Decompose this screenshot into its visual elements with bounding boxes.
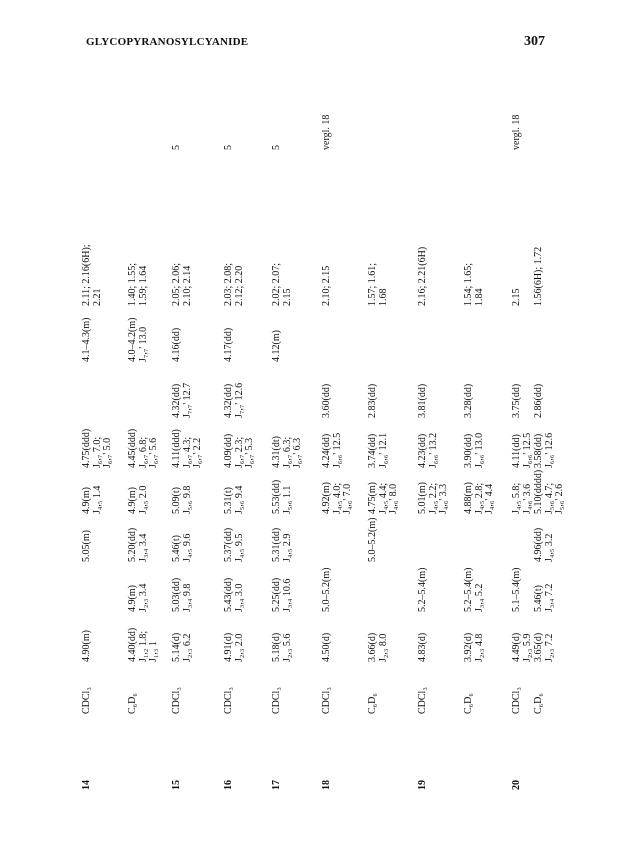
cell-solvent <box>418 687 429 714</box>
cell-h1 <box>534 633 555 662</box>
cell-h5 <box>418 433 439 468</box>
cell-line: 5.14(d) <box>171 632 182 662</box>
cell-compound <box>512 780 523 790</box>
cell-line: 4.23(dd) <box>417 433 428 468</box>
cell-h4 <box>368 482 400 514</box>
cell-solvent <box>512 687 523 714</box>
cell-line: 3.28(dd) <box>463 383 474 418</box>
cell-line: 5.18(d) <box>271 632 282 662</box>
cell-note <box>322 115 333 150</box>
cell-line: 4.75(ddd) <box>81 428 92 468</box>
cell-line: 4.31(dt) <box>271 436 282 468</box>
cell-line: 5.03(dd) <box>171 577 182 612</box>
cell-line: 3.65(d) <box>533 632 544 662</box>
cell-line: J₂,₃ 8.0 <box>377 633 389 662</box>
cell-line: CDCl₃ <box>81 687 92 714</box>
cell-line: 3.90(dd) <box>463 433 474 468</box>
cell-line: J₆,₆' 13.0 <box>473 432 485 468</box>
cell-line: 2.11; 2.16(6H); <box>81 244 92 306</box>
cell-line: J₆,₆' 12.5 <box>521 432 533 468</box>
cell-line: 4.91(d) <box>223 632 234 662</box>
nmr-data-table <box>72 100 565 790</box>
cell-line: J₄,₅ 2.8; <box>473 482 485 514</box>
cell-h6a <box>418 384 429 418</box>
cell-h3 <box>534 528 555 562</box>
cell-h1 <box>512 633 533 662</box>
cell-h1 <box>368 633 389 662</box>
cell-line: 17 <box>271 780 282 790</box>
cell-h7 <box>272 263 293 306</box>
cell-line: 5.37(dd) <box>223 527 234 562</box>
cell-line: J₆,₇' 5.6 <box>148 437 159 468</box>
cell-line: 1.40; 1.55; <box>127 262 138 306</box>
cell-h6b <box>82 318 93 362</box>
cell-line: 4.24(dd) <box>321 433 332 468</box>
cell-h7 <box>322 266 333 306</box>
cell-h7 <box>82 244 103 306</box>
cell-line: 1.59; 1.64 <box>137 265 149 306</box>
cell-h6a <box>534 384 545 418</box>
cell-line: 4.12(m) <box>271 330 282 362</box>
cell-line: 4.90(m) <box>81 630 92 662</box>
cell-line: 4.32(dd) <box>171 383 182 418</box>
cell-line: J₄,₅ 2.2; <box>427 482 439 514</box>
cell-line: C₆D₆ <box>463 693 474 714</box>
cell-line: 5 <box>223 145 234 150</box>
cell-line: 5.0–5.2(m) <box>321 567 332 612</box>
cell-h1 <box>224 633 245 662</box>
cell-line: J₂,₃ 4.8 <box>473 633 485 662</box>
cell-h6b <box>128 318 149 362</box>
cell-solvent <box>128 693 139 714</box>
cell-h7 <box>512 289 523 307</box>
cell-h4 <box>272 480 293 514</box>
cell-solvent <box>172 687 183 714</box>
cell-line: J₇,₇' 12.7 <box>181 382 193 418</box>
cell-line: J₁,₃ 1 <box>148 641 159 662</box>
cell-solvent <box>368 693 379 714</box>
cell-h7 <box>224 263 245 306</box>
cell-line: 4.83(d) <box>417 632 428 662</box>
cell-line: 5.2–5.4(m) <box>417 567 428 612</box>
cell-line: J₇,₇' 12.6 <box>233 382 245 418</box>
cell-line: CDCl₃ <box>171 687 182 714</box>
cell-line: 14 <box>81 780 92 790</box>
cell-line: 4.49(d) <box>511 632 522 662</box>
cell-line: 5 <box>171 145 182 150</box>
cell-line: J₆,₇' 5.3 <box>244 437 255 468</box>
cell-h4 <box>322 482 354 514</box>
cell-h6a <box>464 384 475 418</box>
cell-h5 <box>368 433 389 468</box>
cell-line: 5.1–5.4(m) <box>511 567 522 612</box>
cell-h5 <box>534 433 555 468</box>
cell-line: J₄,₅ 1.4 <box>91 485 103 514</box>
cell-line: 20 <box>511 780 522 790</box>
cell-line: J₃,₄ 3.4 <box>137 533 149 562</box>
cell-line: J₃,₄ 5.2 <box>473 583 485 612</box>
cell-solvent <box>82 687 93 714</box>
cell-line: 4.50(d) <box>321 632 332 662</box>
cell-h7 <box>534 247 545 306</box>
cell-h7 <box>368 263 389 306</box>
cell-line: 5.25(dd) <box>271 577 282 612</box>
cell-h6a <box>512 384 523 418</box>
cell-h3 <box>82 530 93 562</box>
cell-line: 4.0–4.2(m) <box>127 317 138 362</box>
cell-line: J₆,₇ 6.8; <box>137 436 149 468</box>
cell-line: 1.54; 1.65; <box>463 262 474 306</box>
cell-h6b <box>272 330 283 362</box>
cell-h1 <box>418 633 429 662</box>
cell-line: J₆,₇' 2.2 <box>192 437 203 468</box>
cell-line: J₄,₅ 4.0; <box>331 482 343 514</box>
cell-line: J₆,₇' 6.3 <box>292 437 303 468</box>
cell-h4 <box>224 486 245 514</box>
cell-line: 2.15 <box>281 288 293 306</box>
cell-note <box>172 145 183 150</box>
cell-line: 19 <box>417 780 428 790</box>
cell-line: J₄,₆' 3.3 <box>438 483 449 514</box>
cell-solvent <box>272 687 283 714</box>
cell-line: vergl. 18 <box>321 114 332 150</box>
cell-line: J₄,₆' 3.6 <box>521 483 533 514</box>
cell-line: 5.0–5.2(m) <box>367 517 378 562</box>
cell-line: J₄,₅ 3.2 <box>543 533 555 562</box>
cell-line: J₄,₅ 9.5 <box>233 533 245 562</box>
cell-h5 <box>82 429 114 468</box>
cell-line: 18 <box>321 780 332 790</box>
cell-line: 4.32(dd) <box>223 383 234 418</box>
cell-line: J₂,₃ 5.6 <box>281 633 293 662</box>
cell-line: 2.10; 2.15 <box>321 265 332 306</box>
cell-h5 <box>512 433 533 468</box>
cell-h2 <box>322 568 333 612</box>
cell-note <box>272 145 283 150</box>
cell-line: 5 <box>271 145 282 150</box>
cell-h6a <box>224 383 245 418</box>
cell-line: 4.9(m) <box>127 585 138 612</box>
cell-h4 <box>534 470 566 514</box>
cell-line: J₆,₇ 7.0; <box>91 436 103 468</box>
cell-compound <box>272 780 283 790</box>
cell-line: J₆,₇ 4.3; <box>181 436 193 468</box>
cell-compound <box>224 780 235 790</box>
cell-line: 1.56(6H); 1.72 <box>533 246 544 306</box>
cell-line: 3.81(dd) <box>417 383 428 418</box>
cell-line: 5.05(m) <box>81 530 92 562</box>
cell-solvent <box>322 687 333 714</box>
cell-h2 <box>512 568 523 612</box>
cell-h7 <box>418 247 429 306</box>
cell-line: J₂,₃ 6.2 <box>181 633 193 662</box>
cell-line: 2.03; 2.08; <box>223 262 234 306</box>
cell-note <box>224 145 235 150</box>
cell-line: 2.86(dd) <box>533 383 544 418</box>
cell-h5 <box>464 433 485 468</box>
cell-line: 4.16(dd) <box>171 327 182 362</box>
cell-h5 <box>322 433 343 468</box>
cell-line: J₃,₄ 3.0 <box>233 583 245 612</box>
cell-line: 4.1–4.3(m) <box>81 317 92 362</box>
cell-h1 <box>322 633 333 662</box>
cell-line: J₄,₆' 7.0 <box>342 483 353 514</box>
cell-line: C₆D₆ <box>127 693 138 714</box>
cell-line: 5.09(t) <box>171 487 182 514</box>
cell-line: 1.68 <box>377 288 389 306</box>
cell-line: J₂,₃ 7.2 <box>543 633 555 662</box>
cell-h4 <box>512 483 533 514</box>
cell-line: J₆,₇ 6.3; <box>281 436 293 468</box>
cell-line: J₆,₆' 12.6 <box>543 432 555 468</box>
cell-line: J₃,₄ 9.8 <box>181 583 193 612</box>
cell-h1 <box>172 633 193 662</box>
cell-h4 <box>82 486 103 514</box>
cell-line: J₂,₃ 3.4 <box>137 583 149 612</box>
cell-line: J₄,₆' 4.4 <box>484 483 495 514</box>
cell-line: J₃,₄ 7.2 <box>543 583 555 612</box>
cell-compound <box>82 780 93 790</box>
cell-line: 5.31(t) <box>223 487 234 514</box>
cell-line: 5.43(dd) <box>223 577 234 612</box>
cell-line: J₄,₅ 2.0 <box>137 485 149 514</box>
cell-line: J₇,₇' 13.0 <box>137 326 149 362</box>
cell-line: 3.58(dd) <box>533 433 544 468</box>
cell-line: J₁,₂ 1.8; <box>137 630 149 662</box>
cell-line: 4.96(dd) <box>533 527 544 562</box>
cell-line: 5.53(dd) <box>271 479 282 514</box>
cell-line: 3.66(d) <box>367 632 378 662</box>
cell-h6a <box>172 383 193 418</box>
cell-line: 15 <box>171 780 182 790</box>
cell-h3 <box>224 528 245 562</box>
cell-line: J₆,₇' 5.0 <box>102 437 113 468</box>
running-head: GLYCOPYRANOSYLCYANIDE <box>86 36 249 48</box>
page-number: 307 <box>524 34 545 49</box>
cell-line: 4.9(m) <box>81 487 92 514</box>
cell-h5 <box>128 429 160 468</box>
cell-line: 3.60(dd) <box>321 383 332 418</box>
cell-h5 <box>172 429 204 468</box>
cell-line: 2.12; 2.20 <box>233 265 245 306</box>
cell-line: 3.74(dd) <box>367 433 378 468</box>
cell-line: C₆D₆ <box>367 693 378 714</box>
cell-line: 5.01(m) <box>417 482 428 514</box>
cell-line: 4.88(m) <box>463 482 474 514</box>
cell-h7 <box>464 263 485 306</box>
cell-h7 <box>172 263 193 306</box>
cell-line: 2.10; 2.14 <box>181 265 193 306</box>
cell-line: 1.57; 1.61; <box>367 262 378 306</box>
cell-h4 <box>418 482 450 514</box>
cell-h2 <box>534 584 555 612</box>
cell-line: 4.17(dd) <box>223 327 234 362</box>
cell-line: J₄,₅ 5.8; <box>511 482 522 514</box>
cell-line: CDCl₃ <box>321 687 332 714</box>
cell-solvent <box>224 687 235 714</box>
cell-h5 <box>272 436 304 468</box>
cell-line: J₄,₅ 9.6 <box>181 533 193 562</box>
cell-line: 4.75(m) <box>367 482 378 514</box>
cell-h2 <box>464 568 485 612</box>
cell-h2 <box>418 568 429 612</box>
cell-h3 <box>368 518 379 562</box>
cell-h3 <box>128 528 149 562</box>
cell-compound <box>322 780 333 790</box>
cell-line: 3.75(dd) <box>511 383 522 418</box>
cell-h3 <box>172 534 193 562</box>
cell-h6b <box>224 328 235 362</box>
cell-line: CDCl₃ <box>511 687 522 714</box>
cell-line: 2.21 <box>91 288 103 306</box>
cell-solvent <box>534 693 545 714</box>
cell-h6a <box>368 384 379 418</box>
cell-line: 4.40(dd) <box>127 627 138 662</box>
cell-compound <box>418 780 429 790</box>
cell-h2 <box>224 578 245 612</box>
cell-line: J₅,₆ 9.8 <box>181 485 193 514</box>
cell-line: 4.09(dd) <box>223 433 234 468</box>
cell-line: J₅,₆ 9.4 <box>233 485 245 514</box>
cell-line: CDCl₃ <box>271 687 282 714</box>
cell-line: J₅,₆ 1.1 <box>281 485 293 514</box>
cell-line: J₄,₅ 4.4; <box>377 482 389 514</box>
cell-h2 <box>272 578 293 612</box>
cell-line: 4.11(ddd) <box>171 429 182 468</box>
cell-h1 <box>128 628 160 662</box>
cell-h2 <box>128 584 149 612</box>
cell-line: 3.92(d) <box>463 632 474 662</box>
cell-line: 5.31(dd) <box>271 527 282 562</box>
cell-solvent <box>464 693 475 714</box>
cell-line: vergl. 18 <box>511 114 522 150</box>
cell-line: J₅,₆' 2.6 <box>554 483 565 514</box>
cell-line: J₃,₄ 10.6 <box>281 578 293 612</box>
cell-h6b <box>172 328 183 362</box>
cell-line: 5.46(t) <box>171 535 182 562</box>
cell-line: CDCl₃ <box>223 687 234 714</box>
cell-line: 4.92(m) <box>321 482 332 514</box>
cell-line: J₄,₆' 8.0 <box>388 483 399 514</box>
cell-h4 <box>128 486 149 514</box>
cell-line: 1.84 <box>473 288 485 306</box>
cell-line: C₆D₆ <box>533 693 544 714</box>
cell-line: 4.11(dd) <box>511 434 522 468</box>
cell-line: J₆,₆' 13.2 <box>427 432 439 468</box>
cell-line: 5.46(t) <box>533 585 544 612</box>
cell-line: 2.83(dd) <box>367 383 378 418</box>
cell-line: 5.10(dddd) <box>533 469 544 514</box>
cell-h4 <box>172 486 193 514</box>
cell-line: 5.20(dd) <box>127 527 138 562</box>
cell-line: 2.02; 2.07; <box>271 262 282 306</box>
cell-line: J₅,₆ 4.7; <box>543 482 555 514</box>
cell-h1 <box>82 630 93 662</box>
cell-line: J₆,₆' 12.1 <box>377 432 389 468</box>
cell-line: J₂,₃ 2.0 <box>233 633 245 662</box>
cell-line: 4.45(ddd) <box>127 428 138 468</box>
cell-line: 2.16; 2.21(6H) <box>417 246 428 306</box>
cell-note <box>512 115 523 150</box>
cell-line: J₆,₇ 2.3; <box>233 436 245 468</box>
cell-line: 4.9(m) <box>127 487 138 514</box>
cell-h7 <box>128 263 149 306</box>
cell-line: J₄,₅ 2.9 <box>281 533 293 562</box>
cell-line: 5.2–5.4(m) <box>463 567 474 612</box>
cell-line: J₂,₃ 5.9 <box>521 633 533 662</box>
cell-line: 16 <box>223 780 234 790</box>
cell-h1 <box>464 633 485 662</box>
cell-line: J₆,₆' 12.5 <box>331 432 343 468</box>
cell-h1 <box>272 633 293 662</box>
cell-h4 <box>464 482 496 514</box>
cell-h5 <box>224 434 256 468</box>
cell-h2 <box>172 578 193 612</box>
cell-h3 <box>272 528 293 562</box>
cell-line: 2.15 <box>511 288 522 306</box>
cell-h6a <box>322 384 333 418</box>
cell-line: 2.05; 2.06; <box>171 262 182 306</box>
cell-line: CDCl₃ <box>417 687 428 714</box>
cell-compound <box>172 780 183 790</box>
